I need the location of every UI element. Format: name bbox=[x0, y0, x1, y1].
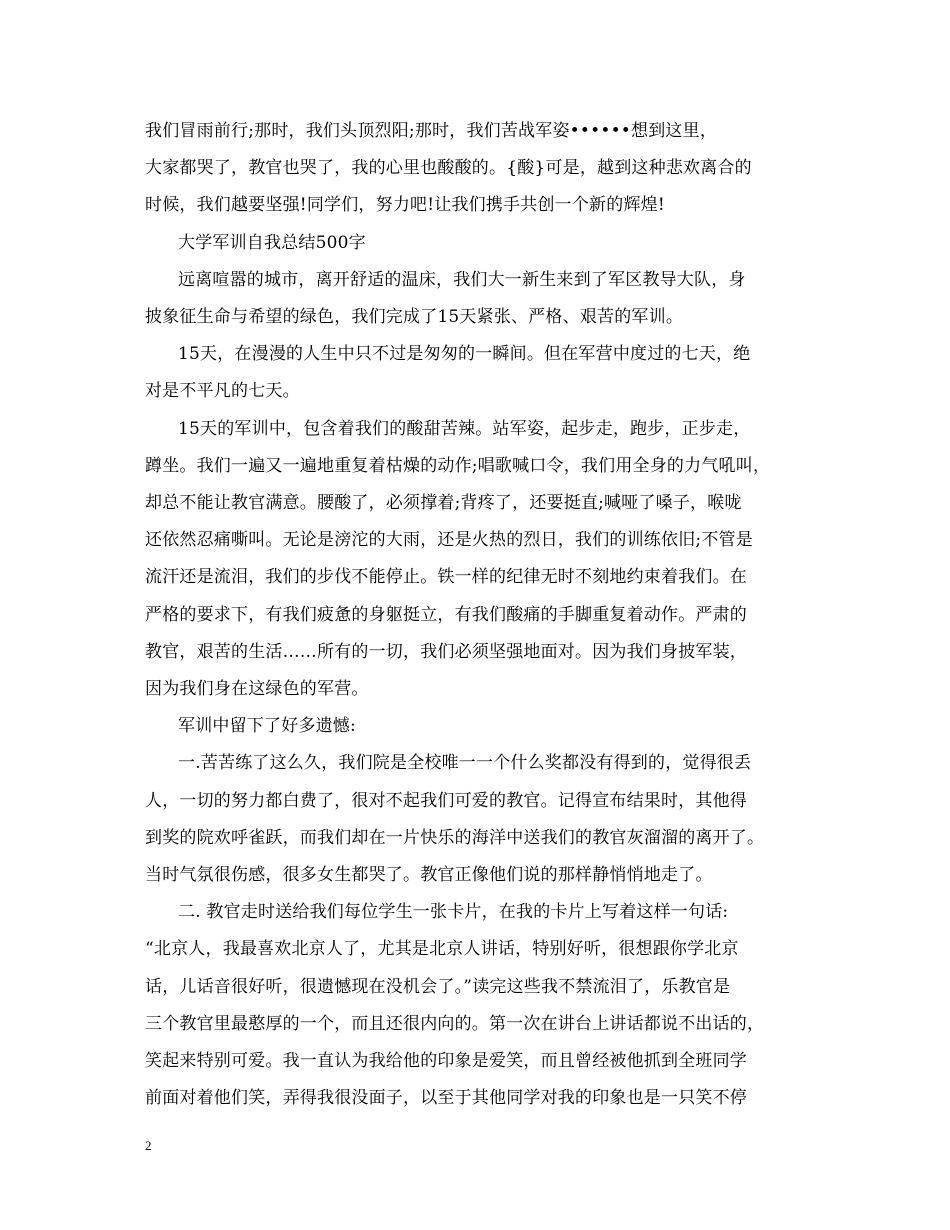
text-line: 人，一切的努力都白费了，很对不起我们可爱的教官。记得宣布结果时，其他得 bbox=[145, 790, 747, 811]
text-line: 流汗还是流泪，我们的步伐不能停止。铁一样的纪律无时不刻地约束着我们。在 bbox=[145, 567, 747, 588]
text-line: 大学军训自我总结500字 bbox=[178, 232, 366, 253]
text-line: 15天，在漫漫的人生中只不过是匆匆的一瞬间。但在军营中度过的七天，绝 bbox=[178, 344, 751, 365]
text-line: 话，儿话音很好听，很遗憾现在没机会了。”读完这些我不禁流泪了，乐教官是 bbox=[145, 976, 731, 997]
text-line: 笑起来特别可爱。我一直认为我给他的印象是爱笑，而且曾经被他抓到全班同学 bbox=[145, 1051, 747, 1071]
text-line: 远离喧嚣的城市，离开舒适的温床，我们大一新生来到了军区教导大队，身 bbox=[178, 269, 746, 290]
text-line: 却总不能让教官满意。腰酸了，必须撑着;背疼了，还要挺直;喊哑了嗓子，喉咙 bbox=[145, 493, 742, 513]
text-line: 因为我们身在这绿色的军营。 bbox=[145, 679, 369, 699]
text-line: 三个教官里最憨厚的一个，而且还很内向的。第一次在讲台上讲话都说不出话的， bbox=[145, 1013, 765, 1034]
text-line: 二. 教官走时送给我们每位学生一张卡片，在我的卡片上写着这样一句话: bbox=[178, 902, 729, 923]
text-line: 时候，我们越要坚强!同学们，努力吧!让我们携手共创一个新的辉煌! bbox=[145, 195, 665, 216]
text-line: 对是不平凡的七天。 bbox=[145, 381, 300, 402]
text-line: “北京人，我最喜欢北京人了，尤其是北京人讲话，特别好听，很想跟你学北京 bbox=[145, 939, 739, 960]
text-line: 当时气氛很伤感，很多女生都哭了。教官正像他们说的那样静悄悄地走了。 bbox=[145, 865, 713, 885]
text-line: 军训中留下了好多遗憾: bbox=[178, 716, 356, 737]
text-line: 前面对着他们笑，弄得我很没面子，以至于其他同学对我的印象也是一只笑不停 bbox=[145, 1088, 747, 1109]
text-line: 严格的要求下，有我们疲惫的身躯挺立，有我们酸痛的手脚重复着动作。严肃的 bbox=[145, 604, 747, 625]
text-line: 到奖的院欢呼雀跃，而我们却在一片快乐的海洋中送我们的教官灰溜溜的离开了。 bbox=[145, 827, 765, 848]
text-line: 大家都哭了，教官也哭了，我的心里也酸酸的。{酸}可是，越到这种悲欢离合的 bbox=[145, 158, 752, 179]
text-line: 15天的军训中，包含着我们的酸甜苦辣。站军姿，起步走，跑步，正步走， bbox=[178, 418, 751, 439]
page-number: 2 bbox=[145, 1138, 152, 1153]
text-line: 还依然忍痛嘶叫。无论是滂沱的大雨，还是火热的烈日，我们的训练依旧;不管是 bbox=[145, 530, 753, 551]
text-line: 我们冒雨前行;那时，我们头顶烈阳;那时，我们苦战军姿••••••想到这里， bbox=[145, 121, 718, 141]
text-line: 一.苦苦练了这么久，我们院是全校唯一一个什么奖都没有得到的，觉得很丢 bbox=[178, 753, 752, 774]
text-line: 披象征生命与希望的绿色，我们完成了15天紧张、严格、艰苦的军训。 bbox=[145, 307, 684, 327]
text-line: 教官，艰苦的生活……所有的一切，我们必须坚强地面对。因为我们身披军装， bbox=[145, 641, 747, 662]
text-line: 蹲坐。我们一遍又一遍地重复着枯燥的动作;唱歌喊口令，我们用全身的力气吼叫， bbox=[145, 455, 771, 476]
